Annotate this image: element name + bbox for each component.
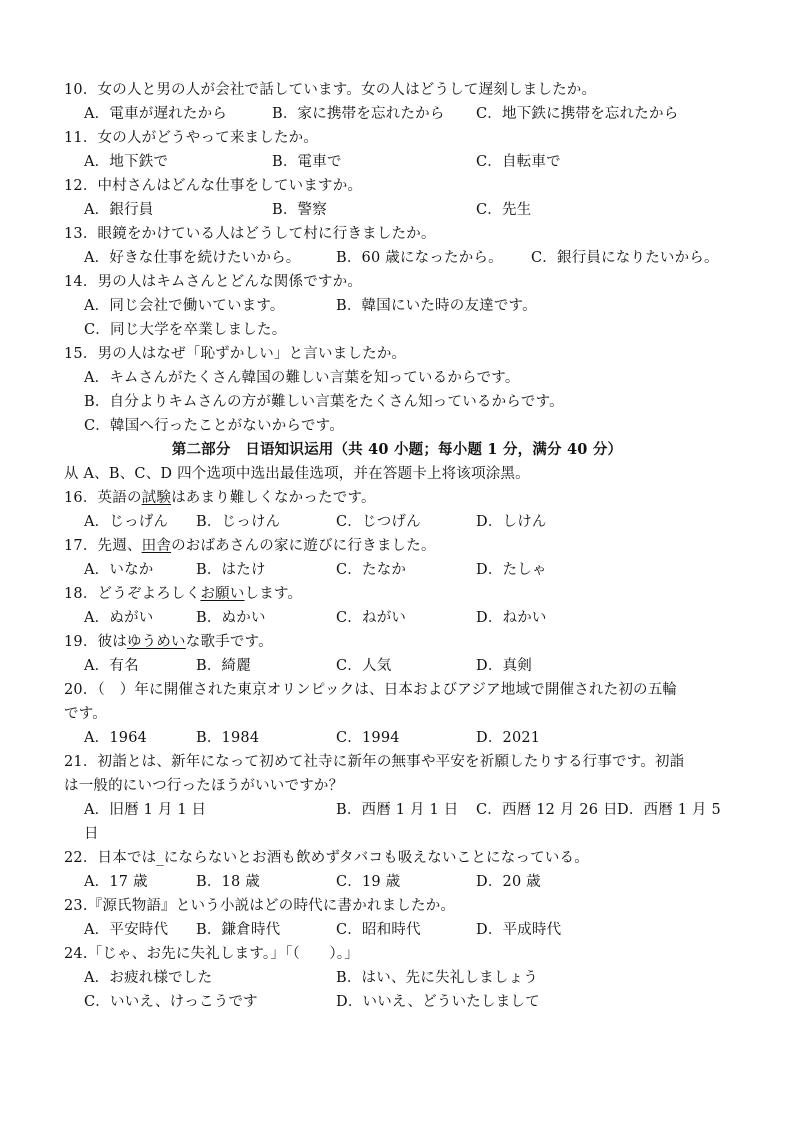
q13-option-c: C．銀行員になりたいから。 [531,250,719,266]
section-2-heading: 第二部分 日语知识运用（共 40 小题；每小题 1 分，满分 40 分） [171,441,623,458]
q18-underlined-word: お願い [200,586,245,602]
question-14: 14．男の人はキムさんとどんな関係ですか。 [64,274,363,290]
q18-option-a: A．ぬがい [84,610,154,626]
q21-option-c: C．西暦 12 月 26 日 [476,802,618,818]
q12-option-a: A．銀行員 [84,202,154,218]
q13-option-b: B．60 歳になったから。 [336,250,503,266]
q12-option-c: C．先生 [476,202,532,218]
question-15: 15．男の人はなぜ「恥ずかしい」と言いましたか。 [64,346,407,362]
question-23: 23.『源氏物語』という小説はどの時代に書かれましたか。 [64,898,456,914]
q11-option-a: A．地下鉄で [84,154,169,170]
q17-option-c: C．たなか [336,562,407,578]
q21-option-a: A．旧暦 1 月 1 日 [84,802,207,818]
q21-option-d-cont: 日 [84,826,99,842]
question-21: 21．初詣とは、新年になって初めて社寺に新年の無事や平安を祈願したりする行事です。初詣 [64,754,685,770]
q15-option-b: B．自分よりキムさんの方が難しい言葉をたくさん知っているからです。 [84,394,564,410]
q16-underlined-word: 試験 [141,490,172,506]
q19-option-a: A．有名 [84,658,139,674]
q21-option-b: B．西暦 1 月 1 日 [336,802,459,818]
question-21-cont: は一般的にいつ行ったほうがいいですか？ [64,778,344,794]
q23-option-a: A．平安時代 [84,922,169,938]
q15-option-a: A．キムさんがたくさん韓国の難しい言葉を知っているからです。 [84,370,520,386]
q10-option-b: B．家に携帯を忘れたから [272,106,445,122]
q16-option-d: D．しけん [476,514,547,530]
q11-option-b: B．電車で [272,154,342,170]
q17-underlined-word: 田舎 [141,538,172,554]
q24-option-d: D．いいえ、どういたしまして [336,994,540,1010]
q22-option-d: D．20 歳 [476,874,541,890]
q24-option-c: C．いいえ、けっこうです [84,994,258,1010]
q18-option-d: D．ねかい [476,610,547,626]
q19-option-b: B．綺麗 [196,658,251,674]
q10-option-a: A．電車が遅れたから [84,106,227,122]
q14-option-a: A．同じ会社で働いています。 [84,298,285,314]
question-13: 13．眼鏡をかけている人はどうして村に行きましたか。 [64,226,436,242]
q22-option-c: C．19 歳 [336,874,401,890]
question-24: 24.「じゃ、お先に失礼します。」「（ ）。」 [64,946,359,962]
q23-option-b: B．鎌倉時代 [196,922,281,938]
q10-option-c: C．地下鉄に携帯を忘れたから [476,106,679,122]
q14-option-c: C．同じ大学を卒業しました。 [84,322,287,338]
q22-option-a: A．17 歳 [84,874,148,890]
q20-option-b: B．1984 [196,730,260,746]
question-16: 16．英語の試験はあまり難しくなかったです。 [64,490,376,506]
q17-option-a: A．いなか [84,562,154,578]
question-20-cont: です。 [64,706,107,722]
q19-underlined-word: ゆうめい [126,634,186,650]
q16-option-a: A．じっげん [84,514,169,530]
q17-option-d: D．たしゃ [476,562,547,578]
q21-option-d: D．西暦 1 月 5 [617,802,721,818]
q19-option-d: D．真剣 [476,658,532,674]
section-2-instruction: 从 A、B、C、D 四个选项中选出最佳选项，并在答题卡上将该项涂黑。 [64,466,530,482]
q22-option-b: B．18 歳 [196,874,260,890]
q20-option-c: C．1994 [336,730,400,746]
q24-option-b: B．はい、先に失礼しましょう [336,970,538,986]
question-10: 10．女の人と男の人が会社で話しています。女の人はどうして遅刻しましたか。 [64,82,597,98]
question-19: 19．彼はゆうめいな歌手です。 [64,634,273,650]
q16-option-b: B．じっけん [196,514,281,530]
q23-option-d: D．平成時代 [476,922,562,938]
q16-option-c: C．じつげん [336,514,421,530]
q20-option-d: D．2021 [476,730,541,746]
q15-option-c: C．韓国へ行ったことがないからです。 [84,418,344,434]
q24-option-a: A．お疲れ様でした [84,970,213,986]
question-17: 17．先週、田舎のおばあさんの家に遊びに行きました。 [64,538,436,554]
q11-option-c: C．自転車で [476,154,561,170]
q14-option-b: B．韓国にいた時の友達です。 [336,298,537,314]
question-22: 22．日本では_にならないとお酒も飲めずタバコも吸えないことになっている。 [64,850,589,866]
question-11: 11．女の人がどうやって来ましたか。 [64,130,319,146]
q18-option-b: B．ぬかい [196,610,266,626]
q13-option-a: A．好きな仕事を続けたいから。 [84,250,301,266]
q12-option-b: B．警察 [272,202,327,218]
q23-option-c: C．昭和時代 [336,922,421,938]
q17-option-b: B．はたけ [196,562,266,578]
q19-option-c: C．人気 [336,658,392,674]
question-18: 18．どうぞよろしくお願いします。 [64,586,303,602]
q20-option-a: A．1964 [84,730,148,746]
question-12: 12．中村さんはどんな仕事をしていますか。 [64,178,363,194]
q18-option-c: C．ねがい [336,610,407,626]
question-20: 20．（ ）年に開催された東京オリンピックは、日本およびアジア地域で開催された初の五輪 [64,682,678,698]
